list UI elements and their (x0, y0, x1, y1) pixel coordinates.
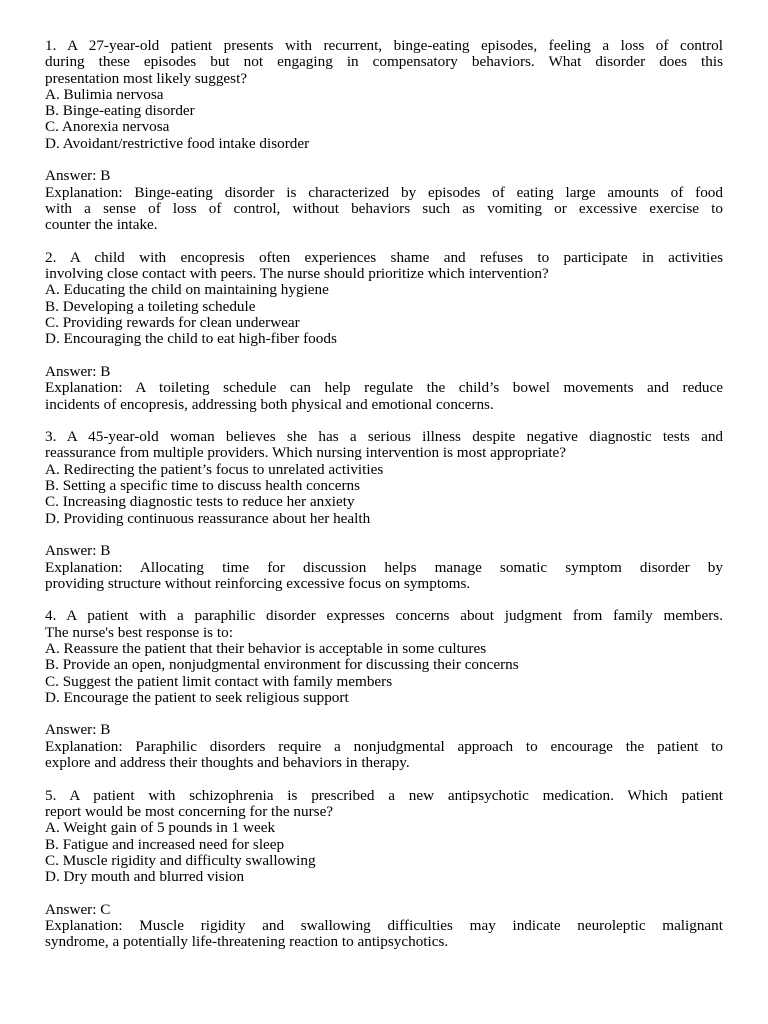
answer-option-d: D. Providing continuous reassurance about her health (45, 509, 371, 527)
answer-3 (45, 543, 723, 592)
answer-option-d: D. Avoidant/restrictive food intake disorder (45, 134, 310, 152)
question-3 (45, 429, 723, 527)
answer-key: Answer: B (45, 542, 111, 560)
answer-option-a: A. Reassure the patient that their behavior is acceptable in some cultures (45, 639, 487, 657)
explanation-line: incidents of encopresis, addressing both physical and emotional concerns. (45, 395, 494, 413)
answer-option-c: C. Anorexia nervosa (45, 118, 170, 136)
question-stem-line: during these episodes but not engaging in compensatory behaviors. What disorder does this (45, 53, 723, 71)
answer-key: Answer: B (45, 362, 111, 380)
explanation-line: providing structure without reinforcing excessive focus on symptoms. (45, 574, 471, 592)
answer-key: Answer: C (45, 900, 111, 918)
question-stem-line: 1. A 27-year-old patient presents with recurrent, binge-eating episodes, feeling a loss of control (45, 37, 723, 54)
answer-option-c: C. Muscle rigidity and difficulty swallowing (45, 851, 316, 869)
answer-option-b: B. Setting a specific time to discuss health concerns (45, 477, 361, 495)
question-stem-line: reassurance from multiple providers. Which nursing intervention is most appropriate? (45, 444, 567, 462)
answer-option-b: B. Binge-eating disorder (45, 102, 195, 120)
question-stem-line: 2. A child with encopresis often experiences shame and refuses to participate in activities (45, 248, 723, 266)
answer-option-c: C. Suggest the patient limit contact with family members (45, 672, 393, 690)
question-4 (45, 608, 723, 706)
answer-option-a: A. Weight gain of 5 pounds in 1 week (45, 819, 276, 837)
question-stem-line: report would be most concerning for the nurse? (45, 802, 334, 820)
answer-option-a: A. Bulimia nervosa (45, 85, 164, 103)
answer-key: Answer: B (45, 721, 111, 739)
explanation-line: Explanation: Binge-eating disorder is characterized by episodes of eating large amounts of food (45, 183, 723, 201)
explanation-line: Explanation: Muscle rigidity and swallowing difficulties may indicate neuroleptic malignant (45, 917, 723, 935)
question-stem-line: involving close contact with peers. The nurse should prioritize which intervention? (45, 265, 549, 283)
question-stem-line: 5. A patient with schizophrenia is prescribed a new antipsychotic medication. Which patient (45, 786, 723, 804)
answer-option-b: B. Developing a toileting schedule (45, 297, 256, 315)
answer-1 (45, 168, 723, 233)
explanation-line: syndrome, a potentially life-threatening reaction to antipsychotics. (45, 933, 449, 951)
answer-option-d: D. Encouraging the child to eat high-fiber foods (45, 330, 337, 348)
answer-option-a: A. Educating the child on maintaining hygiene (45, 281, 329, 299)
question-stem-line: The nurse's best response is to: (45, 623, 233, 641)
answer-option-b: B. Provide an open, nonjudgmental environment for discussing their concerns (45, 656, 519, 674)
explanation-line: with a sense of loss of control, without behaviors such as vomiting or excessive exercise to (45, 199, 723, 217)
answer-option-b: B. Fatigue and increased need for sleep (45, 835, 285, 853)
explanation-line: Explanation: A toileting schedule can help regulate the child’s bowel movements and reduce (45, 379, 723, 397)
answer-option-c: C. Increasing diagnostic tests to reduce her anxiety (45, 493, 355, 511)
answer-4 (45, 722, 723, 771)
explanation-line: explore and address their thoughts and behaviors in therapy. (45, 754, 410, 772)
explanation-line: counter the intake. (45, 216, 158, 234)
document-page (45, 38, 723, 967)
answer-option-c: C. Providing rewards for clean underwear (45, 314, 300, 332)
question-stem-line: 4. A patient with a paraphilic disorder expresses concerns about judgment from family members. (45, 607, 723, 625)
answer-5 (45, 902, 723, 951)
answer-2 (45, 364, 723, 413)
question-1 (45, 38, 723, 152)
question-2 (45, 250, 723, 348)
answer-option-d: D. Encourage the patient to seek religious support (45, 688, 349, 706)
question-stem-line: 3. A 45-year-old woman believes she has a serious illness despite negative diagnostic tests and (45, 428, 723, 446)
explanation-line: Explanation: Paraphilic disorders require a nonjudgmental approach to encourage the patient to (45, 737, 723, 755)
explanation-line: Explanation: Allocating time for discussion helps manage somatic symptom disorder by (45, 558, 723, 576)
question-5 (45, 788, 723, 886)
question-stem-line: presentation most likely suggest? (45, 69, 248, 87)
answer-option-d: D. Dry mouth and blurred vision (45, 868, 245, 886)
answer-key: Answer: B (45, 167, 111, 185)
answer-option-a: A. Redirecting the patient’s focus to unrelated activities (45, 460, 384, 478)
